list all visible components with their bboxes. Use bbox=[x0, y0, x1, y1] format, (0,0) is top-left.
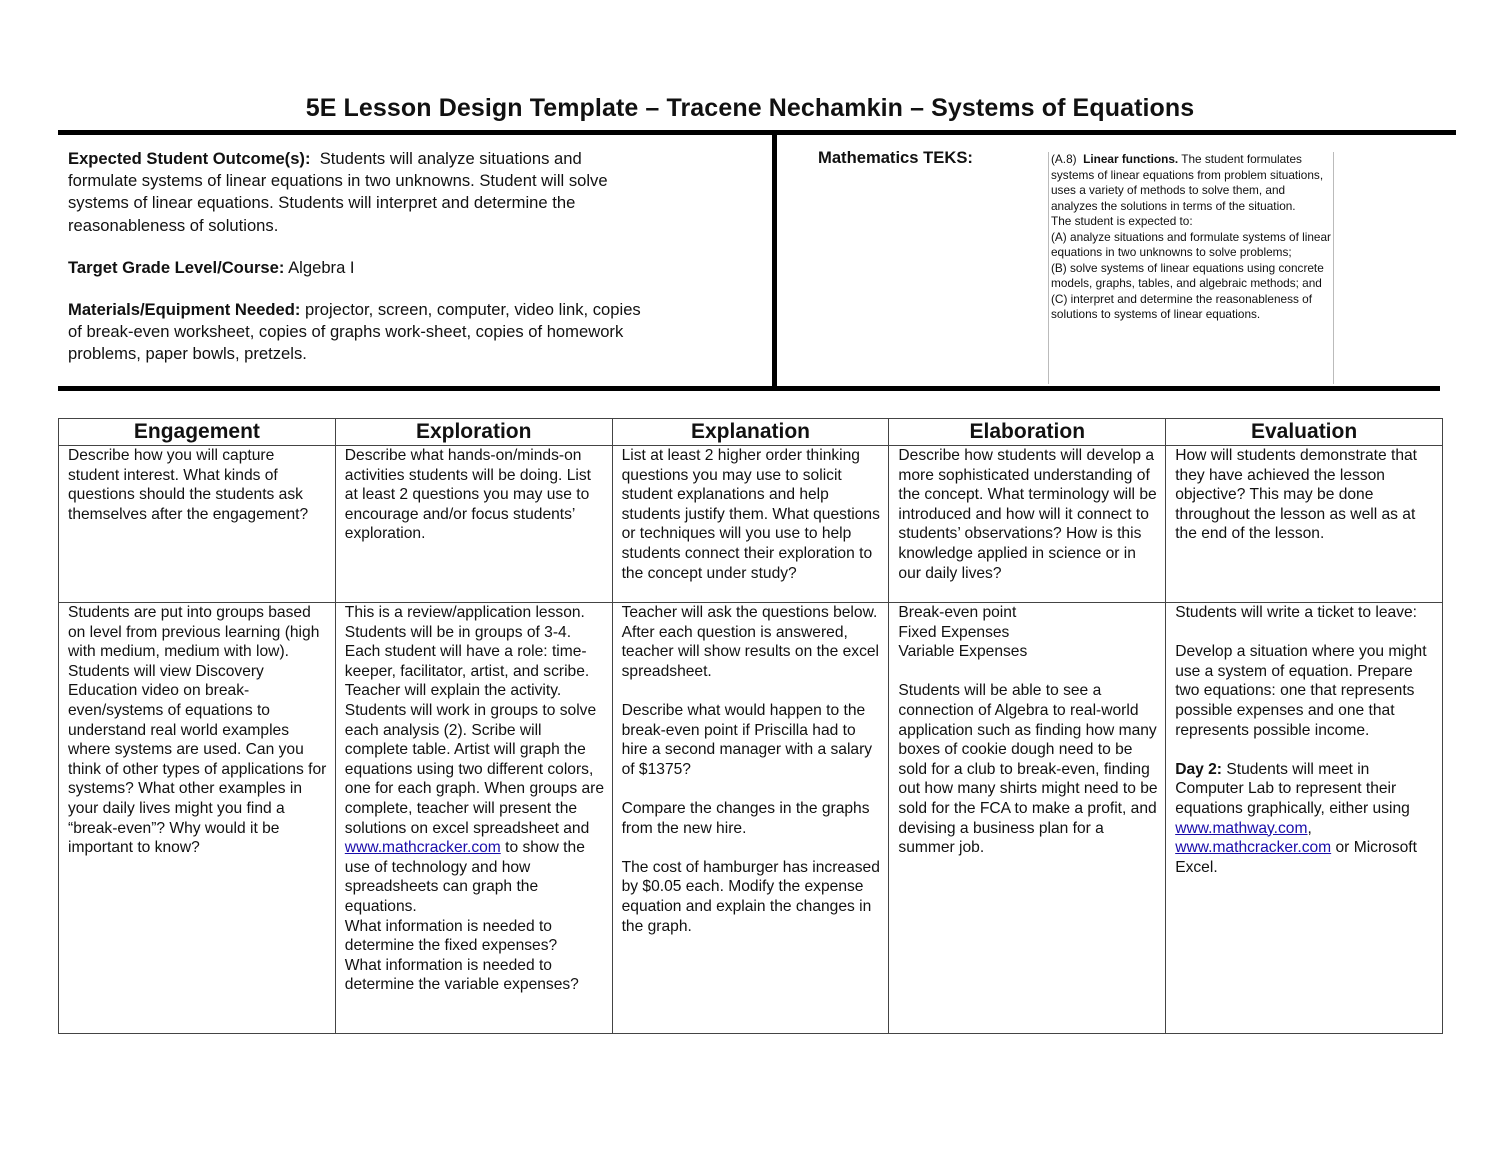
evaluation-comma: , bbox=[1307, 819, 1312, 837]
evaluation-text-4: or Microsoft Excel. bbox=[1175, 839, 1417, 876]
lesson-overview bbox=[68, 148, 648, 386]
expected-outcome-text: Students will analyze situations and formulate systems of linear equations in two unknowns. Student will solve systems of linear equations. Students will interpret and determine the reasonableness of solutions. bbox=[68, 149, 608, 235]
header-engagement: Engagement bbox=[59, 419, 336, 446]
term-fixed-expenses: Fixed Expenses bbox=[898, 623, 1010, 641]
teks-expected: The student is expected to: bbox=[1051, 214, 1193, 228]
header-explanation: Explanation bbox=[612, 419, 889, 446]
header-evaluation: Evaluation bbox=[1166, 419, 1443, 446]
teks-intro bbox=[1051, 152, 1333, 214]
teks-label: Mathematics TEKS: bbox=[818, 148, 973, 167]
bottom-rule bbox=[58, 386, 1440, 391]
evaluation-day2 bbox=[1175, 760, 1436, 878]
header-divider bbox=[772, 135, 777, 386]
prompt-engagement: Describe how you will capture student interest. What kinds of questions should the students ask themselves after the engagement? bbox=[59, 446, 336, 603]
exploration-question-2: What information is needed to determine the variable expenses? bbox=[344, 956, 579, 994]
exploration-text: This is a review/application lesson. Students will be in groups of 3-4. Each student will have a role: time-keeper, facilitator, artist, and scribe. Teacher will explain the activity. Students will work in groups to solve each analysis (2). Scribe will complete table. Artist will graph the equations using two different colors, one for each graph. When groups are complete, teacher will present the solutions on excel spreadsheet and bbox=[344, 604, 604, 837]
content-engagement: Students are put into groups based on level from previous learning (high with medium, medium with low). Students will view Discovery Education video on break-even/systems of equations to understand real world examples where systems are used. Can you think of other types of applications for systems? What other examples in your daily lives might you find a “break-even”? Why would it be important to know? bbox=[59, 603, 336, 1034]
materials-text: projector, screen, computer, video link, copies of break-even worksheet, copies of graphs work-sheet, copies of homework problems, paper bowls, pretzels. bbox=[68, 300, 641, 364]
materials-label: Materials/Equipment Needed: bbox=[68, 300, 301, 320]
header-row bbox=[59, 419, 1443, 446]
day-2-label: Day 2: bbox=[1175, 760, 1222, 778]
explanation-text-2: Describe what would happen to the break-even point if Priscilla had to hire a second manager with a salary of $1375? bbox=[621, 701, 873, 778]
content-explanation bbox=[612, 603, 889, 1034]
exploration-question-1: What information is needed to determine the fixed expenses? bbox=[344, 917, 558, 955]
expected-outcome-label: Expected Student Outcome(s): bbox=[68, 149, 311, 168]
explanation-text-1: Teacher will ask the questions below. After each question is answered, teacher will show results on the excel spreadsheet. bbox=[621, 604, 880, 680]
target-grade-text: Algebra I bbox=[288, 257, 355, 277]
top-rule bbox=[58, 130, 1456, 135]
page-title: 5E Lesson Design Template – Tracene Nechamkin – Systems of Equations bbox=[305, 94, 1195, 122]
expected-outcome bbox=[68, 148, 648, 237]
teks-code: (A.8) bbox=[1051, 152, 1077, 166]
teks-intro-text: The student formulates systems of linear equations from problem situations, uses a variety of methods to solve them, and analyzes the solutions in terms of the situation. bbox=[1051, 152, 1324, 213]
elaboration-text: Students will be able to see a connection of Algebra to real-world application such as finding how many boxes of cookie dough need to be sold for a club to break-even, finding out how many shirts might need to be sold for the FCA to make a profit, and devising a business plan for a summer job. bbox=[898, 682, 1158, 857]
content-elaboration bbox=[889, 603, 1166, 1034]
teks-box bbox=[1048, 152, 1334, 384]
prompt-exploration: Describe what hands-on/minds-on activities students will be doing. List at least 2 questions you may use to encourage and/or focus students’ exploration. bbox=[335, 446, 612, 603]
exploration-text-2: to show the use of technology and how spreadsheets can graph the equations. bbox=[344, 839, 585, 915]
content-row bbox=[59, 603, 1443, 1034]
evaluation-text-3: Students will meet in Computer Lab to represent their equations graphically, either using bbox=[1175, 760, 1410, 817]
term-variable-expenses: Variable Expenses bbox=[898, 643, 1028, 661]
prompt-explanation: List at least 2 higher order thinking questions you may use to solicit student explanations and help students justify them. What questions or techniques will you use to help students connect their exploration to the concept under study? bbox=[612, 446, 889, 603]
evaluation-text-1: Students will write a ticket to leave: bbox=[1175, 604, 1417, 621]
explanation-text-3: Compare the changes in the graphs from the new hire. bbox=[621, 799, 870, 837]
header-exploration: Exploration bbox=[335, 419, 612, 446]
mathway-link[interactable]: www.mathway.com bbox=[1175, 819, 1308, 837]
lesson-table bbox=[58, 418, 1443, 1034]
mathcracker-link[interactable]: www.mathcracker.com bbox=[344, 839, 501, 857]
explanation-text-4: The cost of hamburger has increased by $0.05 each. Modify the expense equation and explain the changes in the graph. bbox=[621, 858, 880, 935]
prompt-evaluation: How will students demonstrate that they have achieved the lesson objective? This may be done throughout the lesson as well as at the end of the lesson. bbox=[1166, 446, 1443, 603]
teks-b: (B) solve systems of linear equations using concrete models, graphs, tables, and algebraic methods; and bbox=[1051, 260, 1324, 290]
mathcracker-link-2[interactable]: www.mathcracker.com bbox=[1175, 839, 1332, 857]
header-elaboration: Elaboration bbox=[889, 419, 1166, 446]
prompt-elaboration: Describe how students will develop a more sophisticated understanding of the concept. What terminology will be introduced and how will it connect to students’ observations? How is this knowledge applied in science or in our daily lives? bbox=[889, 446, 1166, 603]
prompt-row bbox=[59, 446, 1443, 603]
target-grade-label: Target Grade Level/Course: bbox=[68, 257, 285, 277]
term-break-even: Break-even point bbox=[898, 604, 1017, 621]
materials bbox=[68, 299, 648, 366]
teks-heading: Linear functions. bbox=[1083, 152, 1179, 166]
teks-c: (C) interpret and determine the reasonableness of solutions to systems of linear equations. bbox=[1051, 291, 1312, 321]
evaluation-text-2: Develop a situation where you might use a system of equation. Prepare two equations: one that represents possible expenses and one that represents possible income. bbox=[1175, 643, 1427, 739]
teks-a: (A) analyze situations and formulate systems of linear equations in two unknowns to solve problems; bbox=[1051, 229, 1331, 259]
content-exploration bbox=[335, 603, 612, 1034]
target-grade bbox=[68, 257, 648, 279]
content-evaluation bbox=[1166, 603, 1443, 1034]
